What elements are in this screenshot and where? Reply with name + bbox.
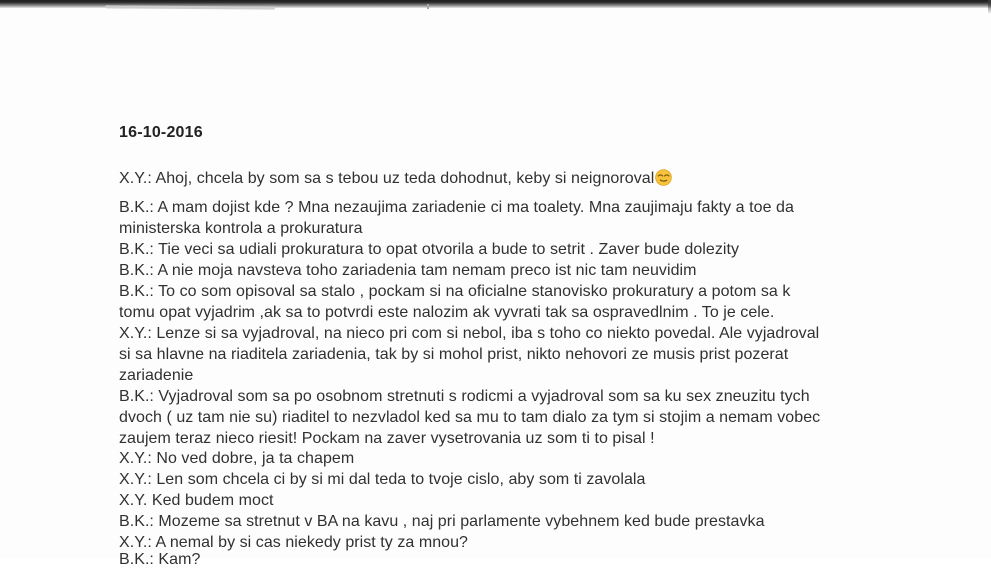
chat-line: zaujem teraz nieco riesit! Pockam na zaver vysetrovania uz som ti to pisal ! [119, 430, 655, 447]
chat-line: B.K.: To co som opisoval sa stalo , pockam si na oficialne stanovisko prokuratury a potom sa k [119, 283, 791, 300]
chat-line: X.Y.: A nemal by si cas niekedy prist ty za mnou? [119, 534, 468, 551]
chat-line: zariadenie [119, 367, 194, 384]
chat-line: B.K.: Tie veci sa udiali prokuratura to opat otvorila a bude to setrit . Zaver bude dolezity [119, 241, 740, 258]
chat-line: si sa hlavne na riaditela zariadenia, tak by si mohol prist, nikto nehovori ze musis prist pozerat [119, 346, 789, 363]
chat-line: tomu opat vyjadrim ,ak sa to potvrdi este nalozim ak vyvrati tak sa ospravedlnim . To je cele. [119, 304, 775, 321]
date-heading: 16-10-2016 [119, 124, 203, 141]
chat-line: X.Y.: Lenze si sa vyjadroval, na nieco pri com si nebol, iba s toho co niekto povedal. Ale vyjadroval [119, 325, 820, 342]
smirk-emoji-icon [655, 169, 672, 186]
scan-streak-artifact [105, 5, 275, 9]
chat-line: X.Y.: Ahoj, chcela by som sa s tebou uz teda dohodnut, keby si neignoroval [119, 168, 672, 189]
chat-line: X.Y.: Len som chcela ci by si mi dal teda to tvoje cislo, aby som ti zavolala [119, 471, 646, 488]
chat-line: B.K.: Mozeme sa stretnut v BA na kavu , naj pri parlamente vybehnem ked bude prestavka [119, 513, 765, 530]
chat-line: X.Y.: No ved dobre, ja ta chapem [119, 450, 355, 467]
chat-line: B.K.: Vyjadroval som sa po osobnom stretnuti s rodicmi a vyjadroval som sa ku sex zneuzitu tych [119, 388, 810, 405]
scan-tick-artifact [427, 4, 429, 9]
chat-line: X.Y. Ked budem moct [119, 492, 274, 509]
chat-line: ministerska kontrola a prokuratura [119, 220, 363, 237]
chat-line: B.K.: Kam? [119, 551, 201, 568]
chat-line: dvoch ( uz tam nie su) riaditel to nezvladol ked sa mu to tam dialo za tym si stojim a nemam vobec [119, 409, 821, 426]
chat-line: B.K.: A nie moja navsteva toho zariadenia tam nemam preco ist nic tam neuvidim [119, 262, 697, 279]
chat-line: B.K.: A mam dojist kde ? Mna nezaujima zariadenie ci ma toalety. Mna zaujimaju fakty a toe da [119, 199, 794, 216]
